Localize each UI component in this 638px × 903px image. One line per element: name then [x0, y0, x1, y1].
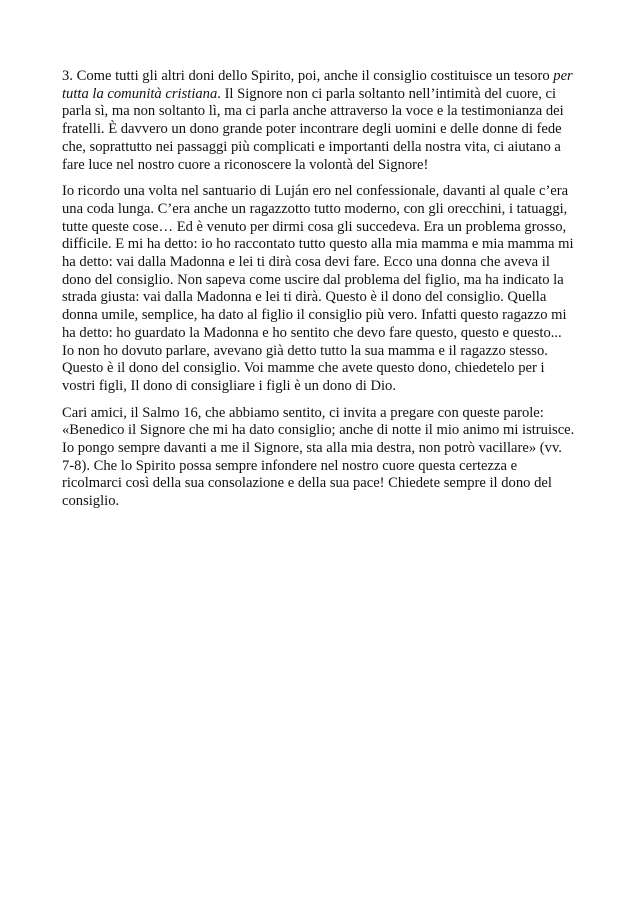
paragraph-2: Io ricordo una volta nel santuario di Luján ero nel confessionale, davanti al quale c’era una coda lunga. C’era anche un ragazzotto tutto moderno, con gli orecchini, i tatuaggi, tutte queste cose… Ed è venuto per dirmi cosa gli succedeva. Era un problema grosso, difficile. E mi ha detto: io ho raccontato tutto questo alla mia mamma e mia mamma mi ha detto: vai dalla Madonna e lei ti dirà cosa devi fare. Ecco una donna che aveva il dono del consiglio. Non sapeva come uscire dal problema del figlio, ma ha indicato la strada giusta: vai dalla Madonna e lei ti dirà. Questo è il dono del consiglio. Quella donna umile, semplice, ha dato al figlio il consiglio più vero. Infatti questo ragazzo mi ha detto: ho guardato la Madonna e ho sentito che devo fare questo, questo e questo... Io non ho dovuto parlare, avevano già detto tutto la sua mamma e il ragazzo stesso. Questo è il dono del consiglio. Voi mamme che avete questo dono, chiedetelo per i vostri figli, Il dono di consigliare i figli è un dono di Dio.: [62, 183, 574, 394]
paragraph-3: Cari amici, il Salmo 16, che abbiamo sentito, ci invita a pregare con queste parole: «Benedico il Signore che mi ha dato consiglio; anche di notte il mio animo mi istruisce. Io pongo sempre davanti a me il Signore, sta alla mia destra, non potrò vacillare» (vv. 7-8). Che lo Spirito possa sempre infondere nel nostro cuore questa certezza e ricolmarci così della sua consolazione e della sua pace! Chiedete sempre il dono del consiglio.: [62, 404, 575, 510]
paragraph-1-start: 3. Come tutti gli altri doni dello Spirito, poi, anche il consiglio costituisce un tesoro: [62, 68, 554, 84]
paragraph-1-end: . Il Signore non ci parla soltanto nell’intimità del cuore, ci parla sì, ma non soltanto lì, ma ci parla anche attraverso la voce e la testimonianza dei fratelli. È davvero un dono grande poter incontrare degli uomini e delle donne di fede che, soprattutto nei passaggi più complicati e importanti della nostra vita, ci aiutano a fare luce nel nostro cuore a riconoscere la volontà del Signore!: [62, 85, 564, 173]
document-page: [62, 68, 576, 520]
paragraph-1: [62, 68, 576, 174]
paragraph-1-italic: per tutta la comunità cristiana: [62, 68, 573, 102]
